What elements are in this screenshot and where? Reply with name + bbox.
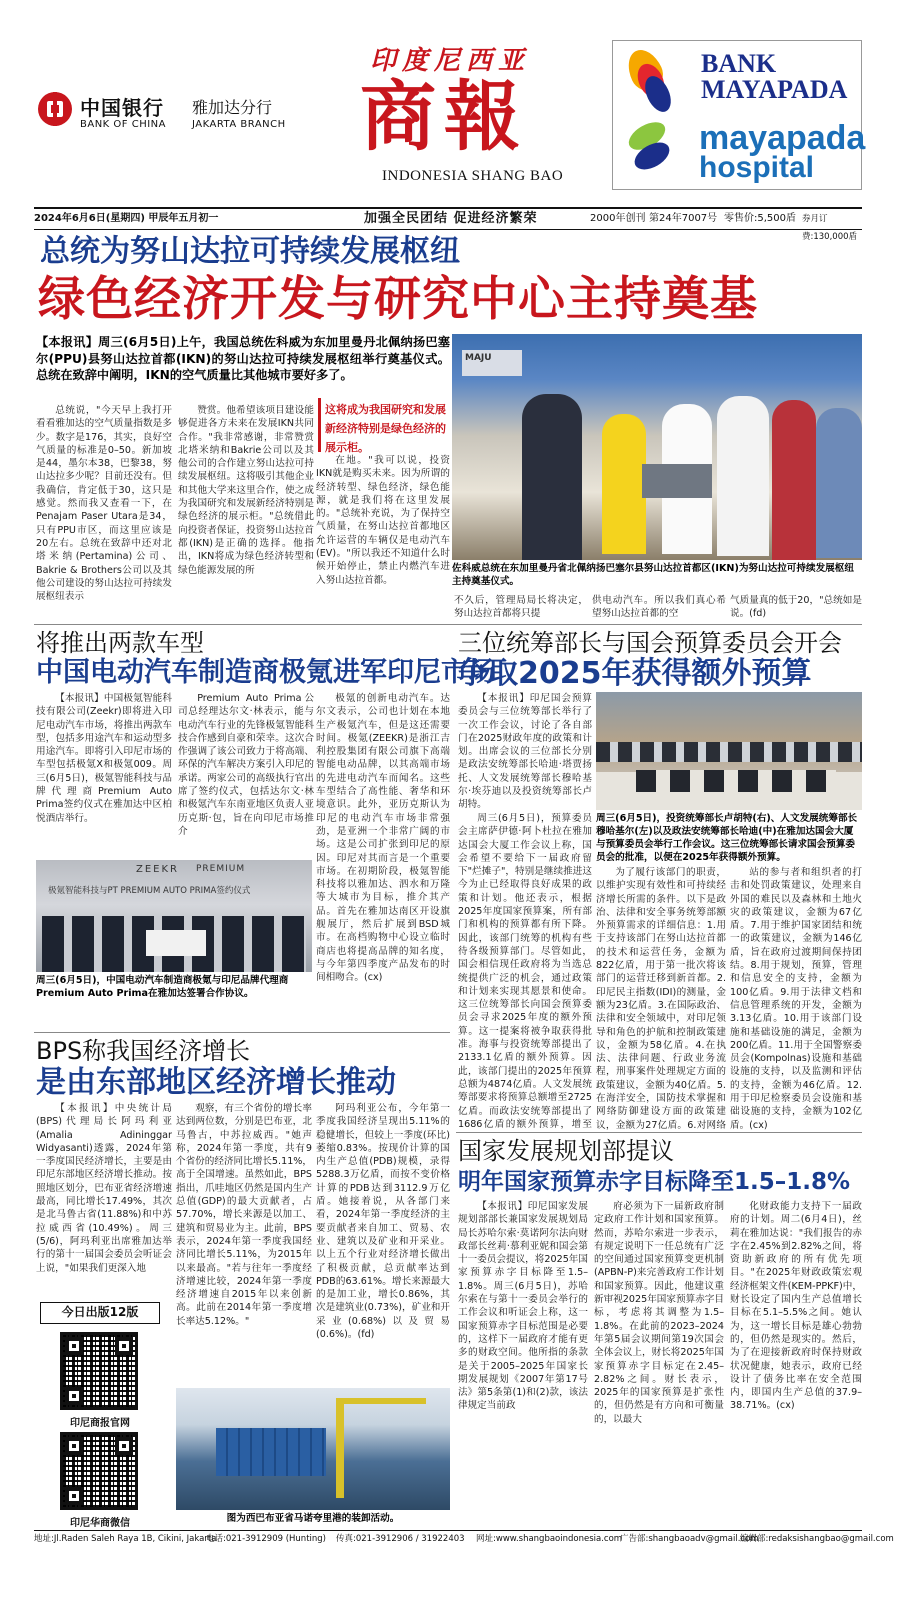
article1-pullquote: 这将成为我国研究和发展新经济特别是绿色经济的展示柜。 (318, 398, 450, 452)
article3-photo-port (176, 1388, 450, 1510)
mayapada-bank-name: BANK MAYAPADA (701, 49, 848, 104)
article5-headline-top: 国家发展规划部提议 (458, 1137, 674, 1165)
mayapada-hospital-logo-icon (623, 121, 679, 181)
footer-fax: 传真:021-3912906 / 31922403 (336, 1534, 465, 1544)
mayapada-hospital-name: mayapada (699, 119, 866, 157)
article1-col6: 气质量真的低于20，"总统如是说。(fd) (730, 595, 862, 620)
article5-headline-main: 明年国家预算赤字目标降至1.5–1.8% (458, 1169, 851, 1195)
footer-address: 地址:Jl.Raden Saleh Raya 1B, Cikini, Jakarta (34, 1534, 217, 1544)
dateline (34, 210, 862, 242)
article4-headline-top: 三位统筹部长与国会预算委员会开会 (458, 629, 842, 657)
article4-col4: 站的参与者和组织者的打击和处罚政策建议，处理来自外国的难民以及森林和土地火灾的政策建议，金额为67亿盾。7.用于维护国家团结和统一的政策建议，金额为146亿盾，旨在政府过渡期间保持团结。8.用于规划，预算，管理和信息安全的支持，金额为100亿盾。9.用于法律文档和信息管理系统的开发，金额为3.13亿盾。10.用于该部门设施和基础设施的满足，金额为200亿盾。11.用于全国警察委员会(Kompolnas)设施和基础设施的支持，以及监测和评估的支持，金额为46亿盾。12.用于印尼检察委员会设施和基础设施的支持，金额为102亿盾。(cx) (730, 867, 862, 1130)
article3-headline-top: BPS称我国经济增长 (36, 1037, 251, 1065)
article2-col3: 极氪的创新电动汽车。达尔文表示，公司也计划在本地生产极氪汽车，但是这还需要时间。极氪(ZEEKR)是浙江吉利控股集团有限公司旗下高端智能电动品牌，以其高端市场的先进电动汽车而闻名。这些车型结合了高性能、奢华和环境意识。此外，亚历克斯认为印尼的电动汽车市场非常强劲，是亚洲一个非常广阔的市场。这是公司扩张到印尼的原因。印尼对其而言是一个重要市场。在初期阶段，极氪智能科技将以雅加达、泗水和万隆等大城市为目标，推介其产品。首先在雅加达南区开设旗舰展厅，然后扩展到BSD城市。在高档购物中心设立临时商店也将提高品牌的知名度，与今年第四季度产品发布的时间相吻合。(cx) (316, 693, 450, 984)
article2-caption: 周三(6月5日)，中国电动汽车制造商极氪与印尼品牌代理商Premium Auto Prima在雅加达签署合作协议。 (36, 975, 289, 999)
divider-article1 (34, 624, 862, 625)
article4-col2: 周三(6月5日)，预算委员会主席萨伊德·阿卜杜拉在雅加达国会大厦工作会议上称，国会希望不要给下一届政府留下"烂摊子"，特别是继续推进这今为止已经取得良好成果的政策和计划。他还表示，根据2025年度国家预算案，所有部门和机构的预算都有所下降。因此，该部门统筹的机构有些待各级预算部门。尽管如此，国会相信现任政府将为当选总统提供广泛的机会，通过政策和计划来实现其愿景和使命。这三位统筹部长向国会预算委员会寻求2025年度的额外预算。这一提案将被争取获得批准。海事与投资统筹部提出了2133.1亿盾的额外预算。因此，该部门提出的2025年预算总额为4874亿盾。人文发展统筹部要求将预算总额增至2725亿盾。而政法安统筹部提出了1686亿盾的额外预算，增至 (458, 813, 592, 1130)
footer-rule (34, 1530, 862, 1531)
article1-headline-top: 总统为努山达拉可持续发展枢纽 (40, 234, 460, 269)
paper-top-title: 印度尼西亚 (370, 46, 531, 76)
article1-col2: 赞赏。他希望该项目建设能够促进各方未来在发展IKN共同合作。"我非常感谢，非常赞赏北塔米纳和Bakrie公司以及其他公司的合作建立努山达拉可持续发展枢纽。这将吸引其他企业和其他大学来这里合作，使之成为我国研究和发展新经济特别是绿色经济的展示柜。"总统借此向投资者保证，投资努山达拉首都(IKN)是正确的选择。他指出，IKN将成为绿色经济转型和绿色能源发展的所 (178, 405, 314, 576)
article3-col2: 观察，有三个省份的增长率达到两位数，分别是巴布亚，北马鲁古，中苏拉威西。"她声称，2024年第一季度，共有9个省份的经济同比增长5.11%，高于全国增速。虽然如此，BPS指出，爪哇地区仍然是国内生产总值(GDP)的最大贡献者，占57.70%，增长来源是以加工、建筑和贸易业为主。此前，BPS表示，2024年第一季度我国经济同比增长5.11%，为2015年以来最高。"若与往年一季度经济增速比较，2024年第一季度经济增速自2015年以来创新高。此前在2014年第一季度增长率达5.12%。" (176, 1103, 312, 1327)
slogan: 加强全民团结 促进经济繁荣 (364, 211, 538, 226)
mayapada-logo-icon (625, 49, 671, 119)
article1-photo-groundbreaking: MAJU (452, 334, 862, 560)
article2-photo-signing (36, 860, 312, 972)
article5-col1: 【本报讯】印尼国家发展规划部部长兼国家发展规划局局长苏哈尔索·莫诺阿尔法向财政部长丝莉·慕利亚妮和国会第十一委员会提议，将2025年国家预算赤字目标降至1.5–1.8%。周三(6月5日)，苏哈尔索在与第十一委员会举行的工作会议和听证会上称，这一国家预算赤字目标范围是必要的，这样下一届政府才能有更多的财政空间。他所指的条款是关于2005–2025年国家长期发展规划《2007年第17号法》第5条第(1)和(2)款，该法律规定当前政 (458, 1201, 588, 1412)
article2-col2: Premium Auto Prima公司总经理达尔文·林表示，能与电动汽车行业的先锋极氪智能科技合作感到自豪和荣幸。这次合作强调了该公司致力于将高端、环保的汽车解决方案引入印尼的承诺。两家公司的高级执行官出席了签约仪式，包括达尔文·林和极氪汽车东南亚地区负责人亚历克斯·包，旨在向印尼市场推介 (178, 693, 314, 837)
article4-caption: 周三(6月5日)，投资统筹部长卢胡特(右)、人文发展统筹部长穆哈基尔(左)以及政法安统筹部长哈迪(中)在雅加达国会大厦与预算委员会举行工作会议。这三位统筹部长请求国会预算委员会的批准，以便在2025年获得额外预算。 (596, 813, 858, 863)
masthead (0, 0, 912, 206)
article3-col1: 【本报讯】中央统计局(BPS)代理局长阿玛利亚(Amalia Adininggar Widyasanti)透露，2024年第一季度国民经济增长，主要是由印尼东部地区经济增长推动。按照地区划分，巴布亚省经济增速最高，同比增长17.49%，其次是北马鲁古省(11.88%)和中苏拉威西省(10.49%)。周三(5/6)，阿玛利亚出席雅加达举行的第十一届国会委员会听证会上说，"如果我们更深入地 (36, 1103, 172, 1274)
article5-col3: 化财政能力支持下一届政府的计划。周二(6月4日)，丝莉在雅加达说："我们报告的赤字在2.45%到2.82%之间，将资助新政府的所有优先项目。"在2025年财政政策宏观经济框架文件(KEM-PPKF)中，财长设定了国内生产总值增长目标在5.1–5.5%之间。她认为，这一增长目标是雄心勃勃的，但仍然是现实的。然后，为了在迎接新政府时保持财政状况健康，她表示，政府已经设计了债务比率在安全范围内，即国内生产总值的37.9–38.71%。(cx) (730, 1201, 862, 1412)
article2-col1: 【本报讯】中国极氪智能科技有限公司(Zeekr)即将进入印尼电动汽车市场，将推出两款车型，包括多用途汽车和运动型多用途汽车。即将引入印尼市场的车型包括极氪X和极氪009。周三(6月5日)，极氪智能科技与品牌代理商Premium Auto Prima签约仪式在雅加达中区柏悦酒店举行。 (36, 693, 172, 824)
qr-code-wechat[interactable] (60, 1432, 138, 1510)
zeekr-banner-brand: ZEEKR (136, 864, 179, 875)
zeekr-banner-partner: PREMIUM (196, 864, 246, 874)
issue-number: 第24年7007号 (649, 213, 718, 224)
article1-headline-main: 绿色经济开发与研究中心主持奠基 (38, 272, 758, 327)
article1-lead: 【本报讯】周三(6月5日)上午，我国总统佐科威为东加里曼丹北佩纳扬巴塞尔(PPU)县努山达拉首都(IKN)的努山达拉可持续发展枢纽举行奠基仪式。总统在致辞中阐明，IKN的空气质量比其他城市要好多了。 (36, 335, 450, 383)
footer-ads-email[interactable]: 广告部:shangbaoadv@gmail.com (620, 1534, 759, 1544)
article4-col3: 为了履行该部门的职责，以维护实现有效性和可持续经济增长所需的条件。以下是政治、法律和安全事务统筹部额外预算需求的详细信息：1.用于支持该部门在努山达拉首都的技术和运营任务，金额为822亿盾，用于第一批次将该部门的运营迁移到新首都。2.印尼民主指数(IDI)的测量，金额为23亿盾。3.在国际政治、法律和安全领域中，对印尼领导和角色的护航和控制政策建议，金额为58亿盾。4.在执法、法律问题、行政业务流程，刑事案件处理规定方面的政策建议，金额为40亿盾。5.在海洋安全，国防技术掌握和网络防御建设方面的政策建议，金额为27亿盾。6.对网络 (596, 867, 726, 1130)
founded: 2000年创刊 (590, 213, 646, 224)
article2-headline-top: 将推出两款车型 (36, 629, 204, 657)
retail-price: 零售价:5,500盾 (724, 213, 796, 224)
boc-logo (38, 92, 72, 126)
dateline-rule-bottom (34, 229, 862, 230)
today-pages-box: 今日出版12版 (40, 1302, 160, 1324)
article4-headline-main: 争取2025年获得额外预算 (458, 656, 812, 691)
divider-article4 (456, 1132, 862, 1133)
article5-col2: 府必须为下一届新政府制定政府工作计划和国家预算。然而，苏哈尔索进一步表示，有规定说明下一任总统有广泛的空间通过国家预算变更机制(APBN-P)来完善政府工作计划和国家预算。因此，他建议重新审视2025年国家预算赤字目标，考虑将其调整为1.5–1.8%。在此前的2023–2024年第5届会议期间第19次国会全体会议上，财长将2025年国家预算赤字目标定在2.45–2.82%之间。财长表示，2025年的国家预算是扩张性的，但仍然是有方向和可衡量的，以最大 (594, 1201, 724, 1425)
article3-caption: 图为西巴布亚省马诺夸里港的装卸活动。 (226, 1513, 400, 1524)
dateline-rule-top (34, 207, 862, 209)
mayapada-ad (612, 40, 866, 190)
mayapada-hospital-word: hospital (699, 151, 815, 184)
qr-code-website[interactable] (60, 1332, 138, 1410)
qr-label-website: 印尼商报官网 (70, 1418, 130, 1429)
article1-col1: 总统说，"今天早上我打开看看雅加达的空气质量指数是多少。数字是176，其实，良好空气质量的标准是0–50。新加坡是44，墨尔本38，巴黎38，努山达拉多少呢？目前还没有。但我确信，肯定低于30，这只是感觉。然而我又查看一下，在Penajam Paser Utara是34，只有PPU市区，而这里应该是20左右。总统在致辞中还对北塔米纳(Pertamina)公司、Bakrie & Brothers公司以及其他公司建设的努山达拉可持续发展枢纽表示 (36, 405, 172, 603)
article3-col3: 阿玛利亚公布，今年第一季度我国经济呈现出5.11%的稳健增长，但较上一季度(环比)萎缩0.83%。按现价计算的国内生产总值(PDB)规模，录得5288.3万亿盾，而按不变价格计算的PDB达到3112.9万亿盾。她接着说，从各部门来看，2024年第一季度经济的主要贡献者来自加工、贸易、农业、建筑以及矿业和开采业。以上五个行业对经济增长做出了积极贡献，总贡献率达到PDB的63.61%。增长来源最大的是加工业，增长0.86%，其次是建筑业(0.73%)，矿业和开采业(0.68%)以及贸易(0.6%)。(fd) (316, 1103, 450, 1341)
qr-label-wechat: 印尼华商微信 (70, 1518, 130, 1529)
article1-col3: 在地。"我可以说，投资IKN就是购买未来。因为所谓的经济转型、绿色经济，绿色能源，就是我们将在这里发展的。"总统补充说，为了保持空气质量，在努山达拉首都地区允许运营的车辆仅是电动汽车(EV)。"所以我还不知道什么时候开始停止，禁止内燃汽车进入努山达拉首都。 (316, 455, 450, 586)
boc-name-en: BANK OF CHINA (80, 119, 166, 130)
article1-col4: 不久后，管理局局长将决定，努山达拉首都将只提 (454, 595, 588, 620)
monthly-price: 券月订费:130,000盾 (802, 214, 858, 242)
boc-branch-en: JAKARTA BRANCH (192, 119, 286, 130)
footer-web[interactable]: 网址:www.shangbaoindonesia.com (476, 1534, 623, 1544)
footer (34, 1532, 894, 1546)
divider-article2 (34, 1032, 450, 1033)
article1-col5: 供电动汽车。所以我们真心希望努山达拉首都的空 (592, 595, 726, 620)
footer-editorial-email[interactable]: 编辑部:redaksishangbao@gmail.com (740, 1534, 894, 1544)
article4-photo-meeting (596, 692, 862, 810)
article1-caption: 佐科威总统在东加里曼丹省北佩纳扬巴塞尔县努山达拉首都区(IKN)为努山达拉可持续发展枢纽主持奠基仪式。 (452, 563, 854, 587)
article3-headline-main: 是由东部地区经济增长推动 (36, 1065, 396, 1100)
footer-phone: 电话:021-3912909 (Hunting) (206, 1534, 326, 1544)
paper-name: 商報 (360, 72, 528, 161)
zeekr-banner-title: 极氪智能科技与PT PREMIUM AUTO PRIMA签约仪式 (48, 886, 251, 896)
article4-col1: 【本报讯】印尼国会预算委员会与三位统筹部长举行了一次工作会议，讨论了各自部门在2025财政年度的政策和计划。出席会议的三位部长分别是政法安统筹部长哈迪·塔贾扬托、人文发展统筹部长穆哈基尔·埃芬迪以及投资统筹部长卢胡特。 (458, 693, 592, 810)
article2-headline-main: 中国电动汽车制造商极氪进军印尼市场 (36, 657, 495, 688)
issue-date: 2024年6月6日(星期四) 甲辰年五月初一 (34, 213, 219, 224)
boc-branch-cn: 雅加达分行 (192, 98, 273, 117)
boc-name-cn: 中国银行 (80, 96, 164, 120)
paper-name-en: INDONESIA SHANG BAO (382, 168, 564, 184)
